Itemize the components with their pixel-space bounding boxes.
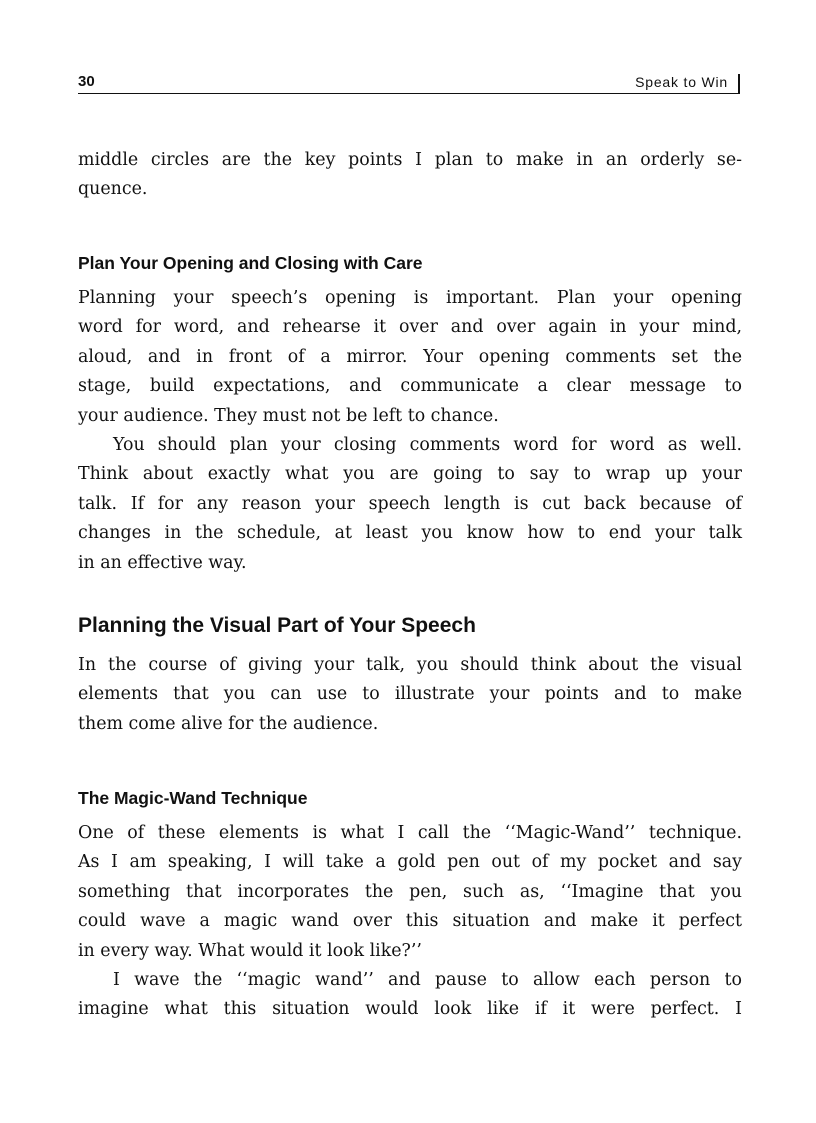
text-line: word for word, and rehearse it over and over again in your mind,: [78, 317, 742, 338]
text-line: talk. If for any reason your speech length is cut back because of: [78, 493, 742, 514]
text-line: You should plan your closing comments word for word as well.: [113, 435, 742, 455]
text-line: in every way. What would it look like?’’: [78, 940, 422, 961]
page-header: [78, 71, 740, 94]
intro-paragraph: [78, 146, 742, 205]
text-line: middle circles are the key points I plan to make in an orderly se-: [78, 150, 742, 170]
text-line: As I am speaking, I will take a gold pen out of my pocket and say: [78, 852, 742, 873]
text-line: something that incorporates the pen, such as, ‘‘Imagine that you: [78, 881, 742, 902]
wave-wand-paragraph: [78, 966, 742, 1025]
magic-wand-paragraph: [78, 819, 742, 966]
text-line: in an effective way.: [78, 552, 247, 573]
text-line: quence.: [78, 179, 148, 200]
text-line: stage, build expectations, and communicate a clear message to: [78, 376, 742, 397]
text-line: could wave a magic wand over this situation and make it perfect: [78, 911, 742, 932]
opening-paragraph: [78, 284, 742, 431]
subhead-magic-wand: The Magic-Wand Technique: [78, 788, 308, 808]
text-line: elements that you can use to illustrate your points and to make: [78, 684, 742, 705]
page-number: 30: [78, 73, 95, 90]
text-line: One of these elements is what I call the ‘‘Magic-Wand’’ technique.: [78, 823, 742, 843]
visual-paragraph: [78, 651, 742, 739]
header-rule-tick: [738, 74, 740, 94]
closing-paragraph: [78, 431, 742, 578]
text-line: aloud, and in front of a mirror. Your opening comments set the: [78, 346, 742, 367]
text-line: them come alive for the audience.: [78, 713, 379, 734]
text-line: I wave the ‘‘magic wand’’ and pause to allow each person to: [113, 970, 742, 990]
text-line: In the course of giving your talk, you should think about the visual: [78, 655, 742, 675]
text-line: changes in the schedule, at least you know how to end your talk: [78, 523, 742, 544]
section-heading-visual: Planning the Visual Part of Your Speech: [78, 614, 476, 637]
subhead-opening-closing: Plan Your Opening and Closing with Care: [78, 253, 423, 273]
running-head: Speak to Win: [635, 74, 728, 90]
text-line: imagine what this situation would look like if it were perfect. I: [78, 999, 742, 1020]
text-line: your audience. They must not be left to chance.: [78, 405, 499, 426]
text-line: Think about exactly what you are going to say to wrap up your: [78, 464, 742, 485]
text-line: Planning your speech’s opening is important. Plan your opening: [78, 288, 742, 308]
